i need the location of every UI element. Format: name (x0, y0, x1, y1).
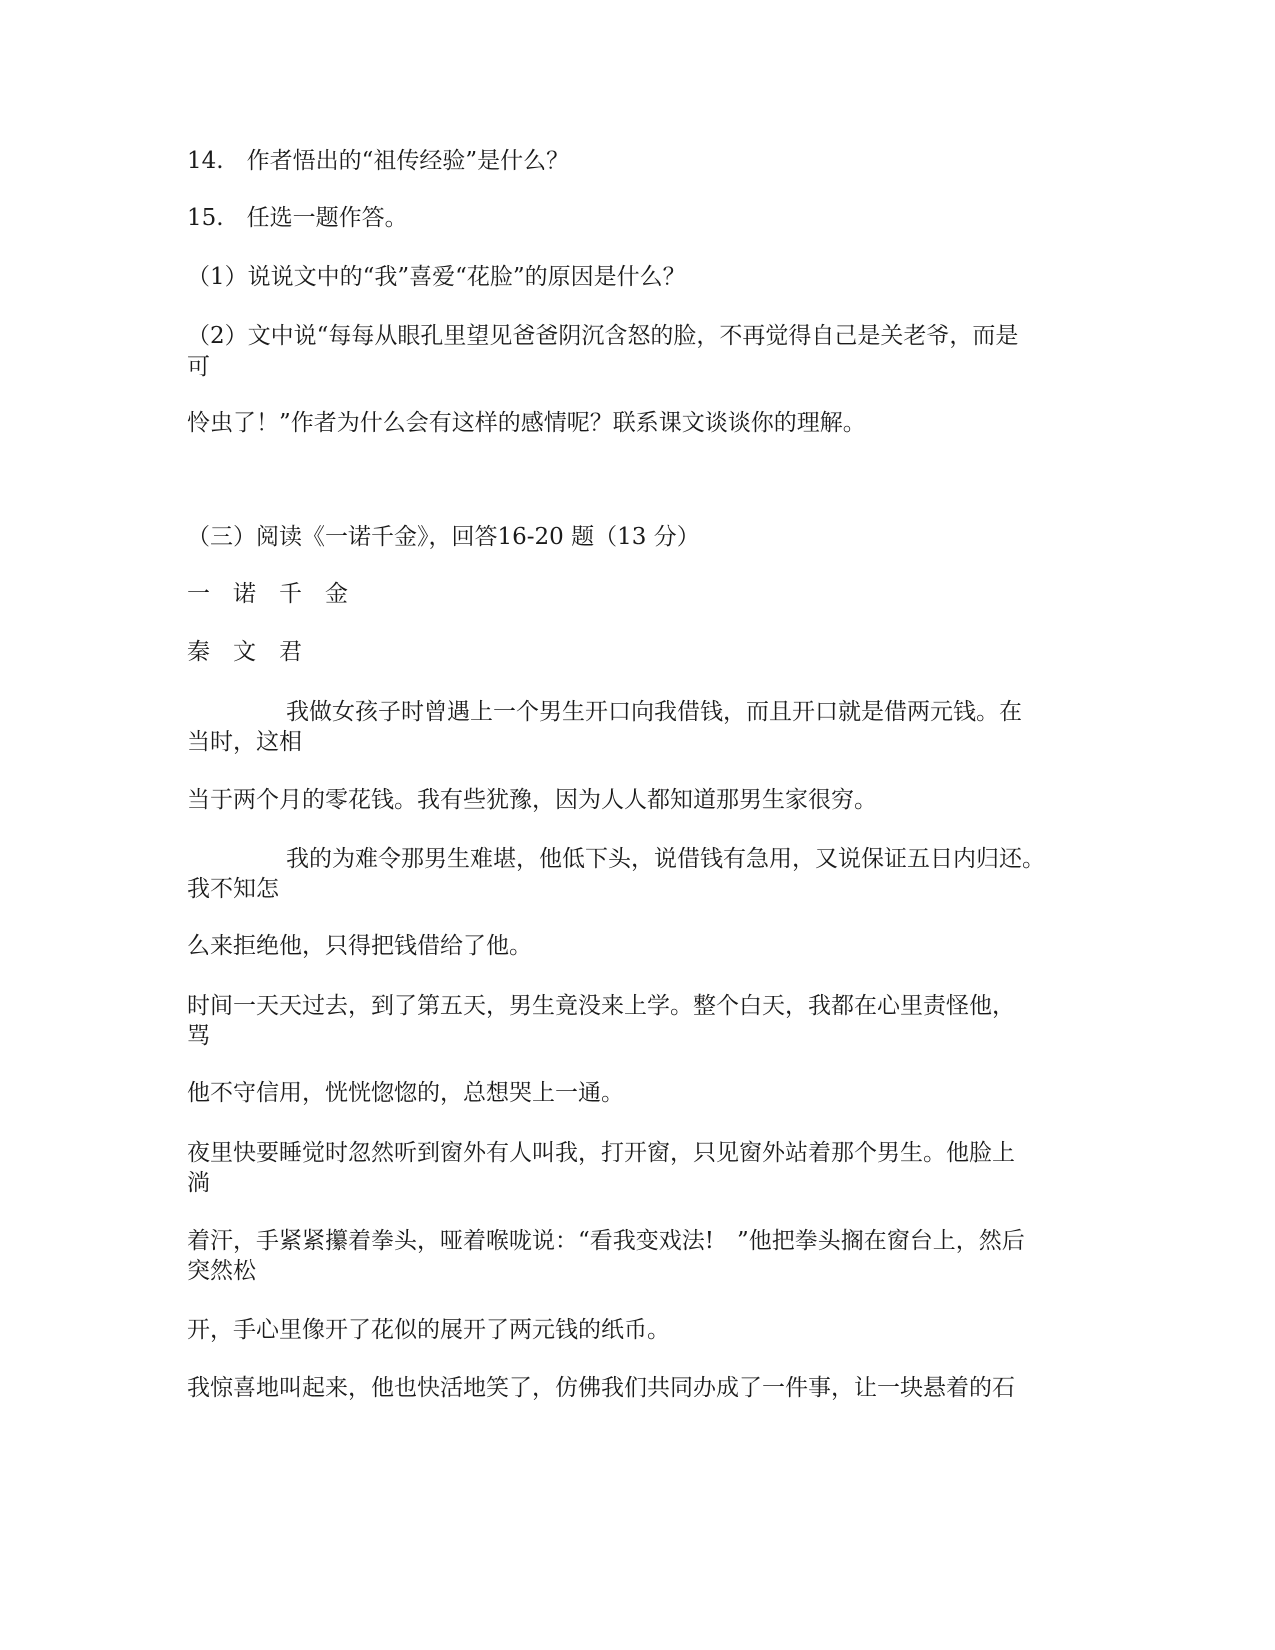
paragraph-3-line-2: 骂 (187, 1023, 210, 1049)
paragraph-4-line-1: 夜里快要睡觉时忽然听到窗外有人叫我，打开窗，只见窗外站着那个男生。他脸上 (187, 1140, 1015, 1166)
paragraph-1-line-2: 当时，这相 (187, 729, 302, 755)
option-1: （1）说说文中的“我”喜爱“花脸”的原因是什么？ (187, 264, 686, 290)
paragraph-2-line-3: 么来拒绝他，只得把钱借给了他。 (187, 933, 532, 959)
option-2-line-1: （2）文中说“每每从眼孔里望见爸爸阴沉含怒的脸，不再觉得自己是关老爷，而是 (187, 323, 1019, 349)
article-title: 一 诺 千 金 (187, 581, 348, 607)
question-14: 14. 作者悟出的“祖传经验”是什么？ (187, 148, 570, 174)
paragraph-4-line-2: 淌 (187, 1170, 210, 1196)
paragraph-3-line-3: 他不守信用，恍恍惚惚的，总想哭上一通。 (187, 1080, 624, 1106)
paragraph-5-line-1: 我惊喜地叫起来，他也快活地笑了，仿佛我们共同办成了一件事，让一块悬着的石 (187, 1375, 1015, 1401)
paragraph-2-line-2: 我不知怎 (187, 876, 279, 902)
option-2-line-2: 可 (187, 354, 210, 380)
section-three-heading: （三）阅读《一诺千金》，回答16-20 题（13 分） (187, 524, 700, 550)
article-author: 秦 文 君 (187, 639, 302, 665)
paragraph-2-line-1: 我的为难令那男生难堪，他低下头，说借钱有急用，又说保证五日内归还。 (286, 846, 1045, 872)
paragraph-1-line-3: 当于两个月的零花钱。我有些犹豫，因为人人都知道那男生家很穷。 (187, 787, 877, 813)
paragraph-4-line-5: 开，手心里像开了花似的展开了两元钱的纸币。 (187, 1317, 670, 1343)
paragraph-4-line-3: 着汗，手紧紧攥着拳头，哑着喉咙说：“看我变戏法! ”他把拳头搁在窗台上，然后 (187, 1228, 1025, 1254)
option-2-line-3: 怜虫了！”作者为什么会有这样的感情呢？联系课文谈谈你的理解。 (187, 410, 866, 436)
paragraph-1-line-1: 我做女孩子时曾遇上一个男生开口向我借钱，而且开口就是借两元钱。在 (286, 699, 1022, 725)
paragraph-3-line-1: 时间一天天过去，到了第五天，男生竟没来上学。整个白天，我都在心里责怪他， (187, 993, 1015, 1019)
question-15: 15. 任选一题作答。 (187, 205, 408, 231)
paragraph-4-line-4: 突然松 (187, 1258, 256, 1284)
